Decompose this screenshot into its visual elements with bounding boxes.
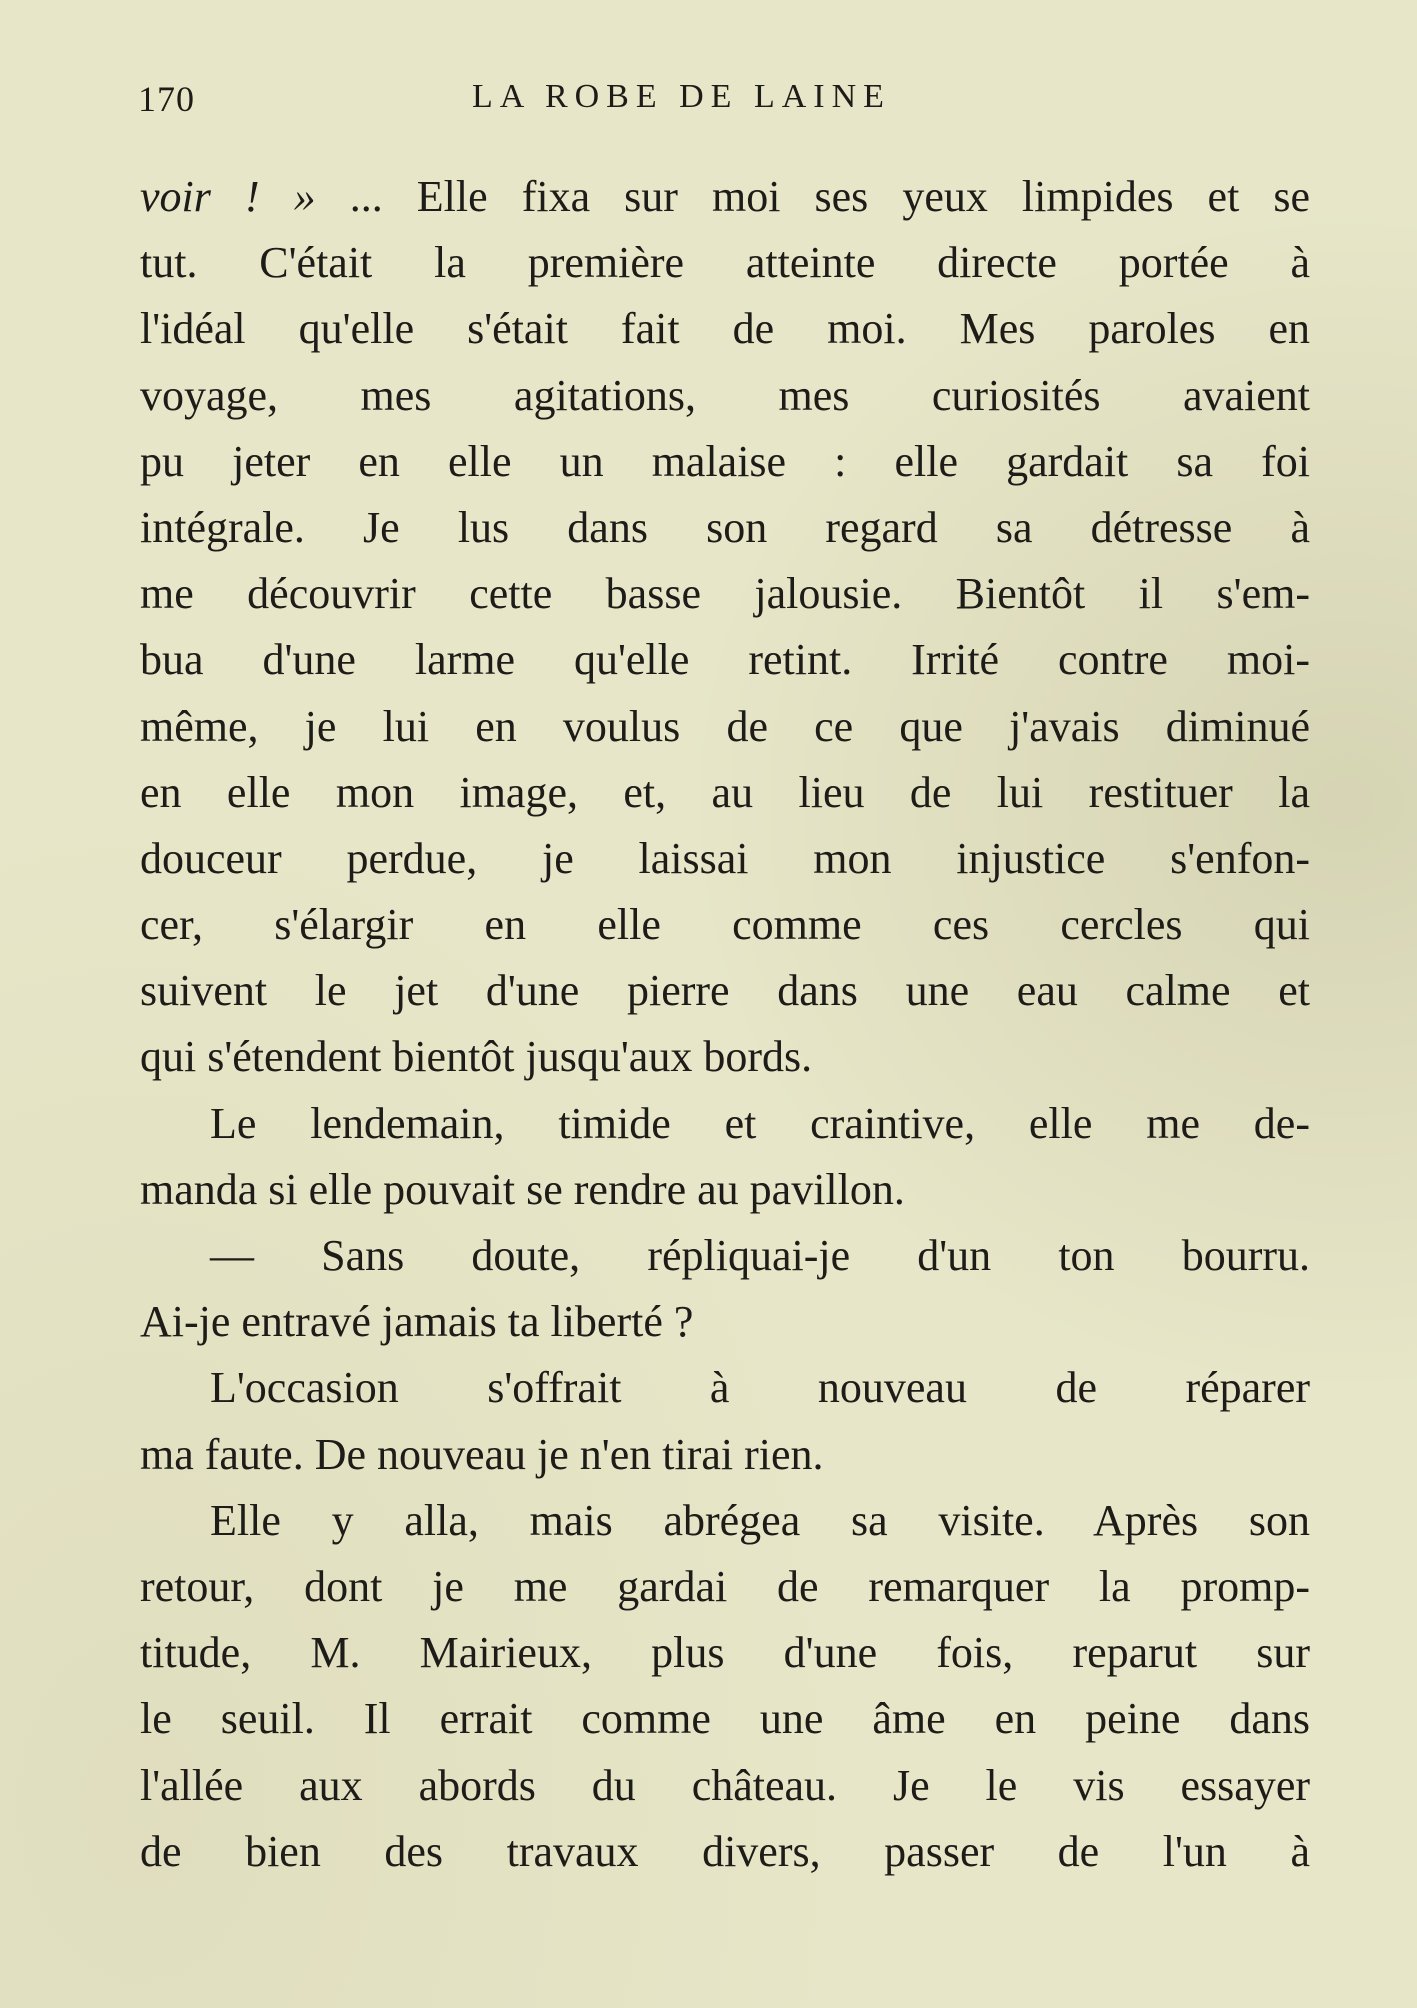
text-line: Elle y alla, mais abrégea sa visite. Après son: [210, 1495, 1310, 1545]
text-line: intégrale. Je lus dans son regard sa détresse à: [140, 502, 1310, 552]
text-line: le seuil. Il errait comme une âme en peine dans: [140, 1694, 1310, 1744]
text-line: retour, dont je me gardai de remarquer la promp-: [140, 1561, 1310, 1611]
text-line: me découvrir cette basse jalousie. Bientôt il s'em-: [140, 569, 1310, 619]
text-line: Ai-je entravé jamais ta liberté ?: [140, 1297, 694, 1347]
book-title: LA ROBE DE LAINE: [472, 78, 891, 115]
text-line: de bien des travaux divers, passer de l'un à: [140, 1826, 1310, 1876]
text-line: bua d'une larme qu'elle retint. Irrité contre moi-: [140, 635, 1310, 685]
text-line: pu jeter en elle un malaise : elle gardait sa foi: [140, 436, 1310, 486]
text-line: titude, M. Mairieux, plus d'une fois, reparut sur: [140, 1628, 1310, 1678]
text-line: cer, s'élargir en elle comme ces cercles qui: [140, 900, 1310, 950]
text-line: [140, 164, 1310, 230]
text-line-italic-prefix: voir ! »: [140, 172, 350, 221]
running-head: [138, 78, 1318, 128]
text-line: douceur perdue, je laissai mon injustice s'enfon-: [140, 833, 1310, 883]
page-number: 170: [138, 79, 195, 119]
body-text: [140, 164, 1310, 1885]
text-line: l'allée aux abords du château. Je le vis essayer: [140, 1760, 1310, 1810]
text-line: ma faute. De nouveau je n'en tirai rien.: [140, 1429, 824, 1479]
text-line-content: ... Elle fixa sur moi ses yeux limpides et se: [349, 172, 1311, 221]
text-line: Le lendemain, timide et craintive, elle me de-: [210, 1098, 1310, 1148]
text-line: manda si elle pouvait se rendre au pavillon.: [140, 1164, 905, 1214]
text-line: en elle mon image, et, au lieu de lui restituer la: [140, 767, 1310, 817]
text-line: tut. C'était la première atteinte directe portée à: [140, 238, 1310, 288]
text-line: — Sans doute, répliquai-je d'un ton bourru.: [210, 1231, 1310, 1280]
text-line: L'occasion s'offrait à nouveau de réparer: [210, 1363, 1310, 1413]
text-line: l'idéal qu'elle s'était fait de moi. Mes paroles en: [140, 304, 1310, 354]
text-line: qui s'étendent bientôt jusqu'aux bords.: [140, 1032, 813, 1082]
text-line: voyage, mes agitations, mes curiosités avaient: [140, 370, 1310, 420]
text-line: même, je lui en voulus de ce que j'avais diminué: [140, 701, 1310, 751]
text-line: suivent le jet d'une pierre dans une eau calme et: [140, 966, 1310, 1016]
